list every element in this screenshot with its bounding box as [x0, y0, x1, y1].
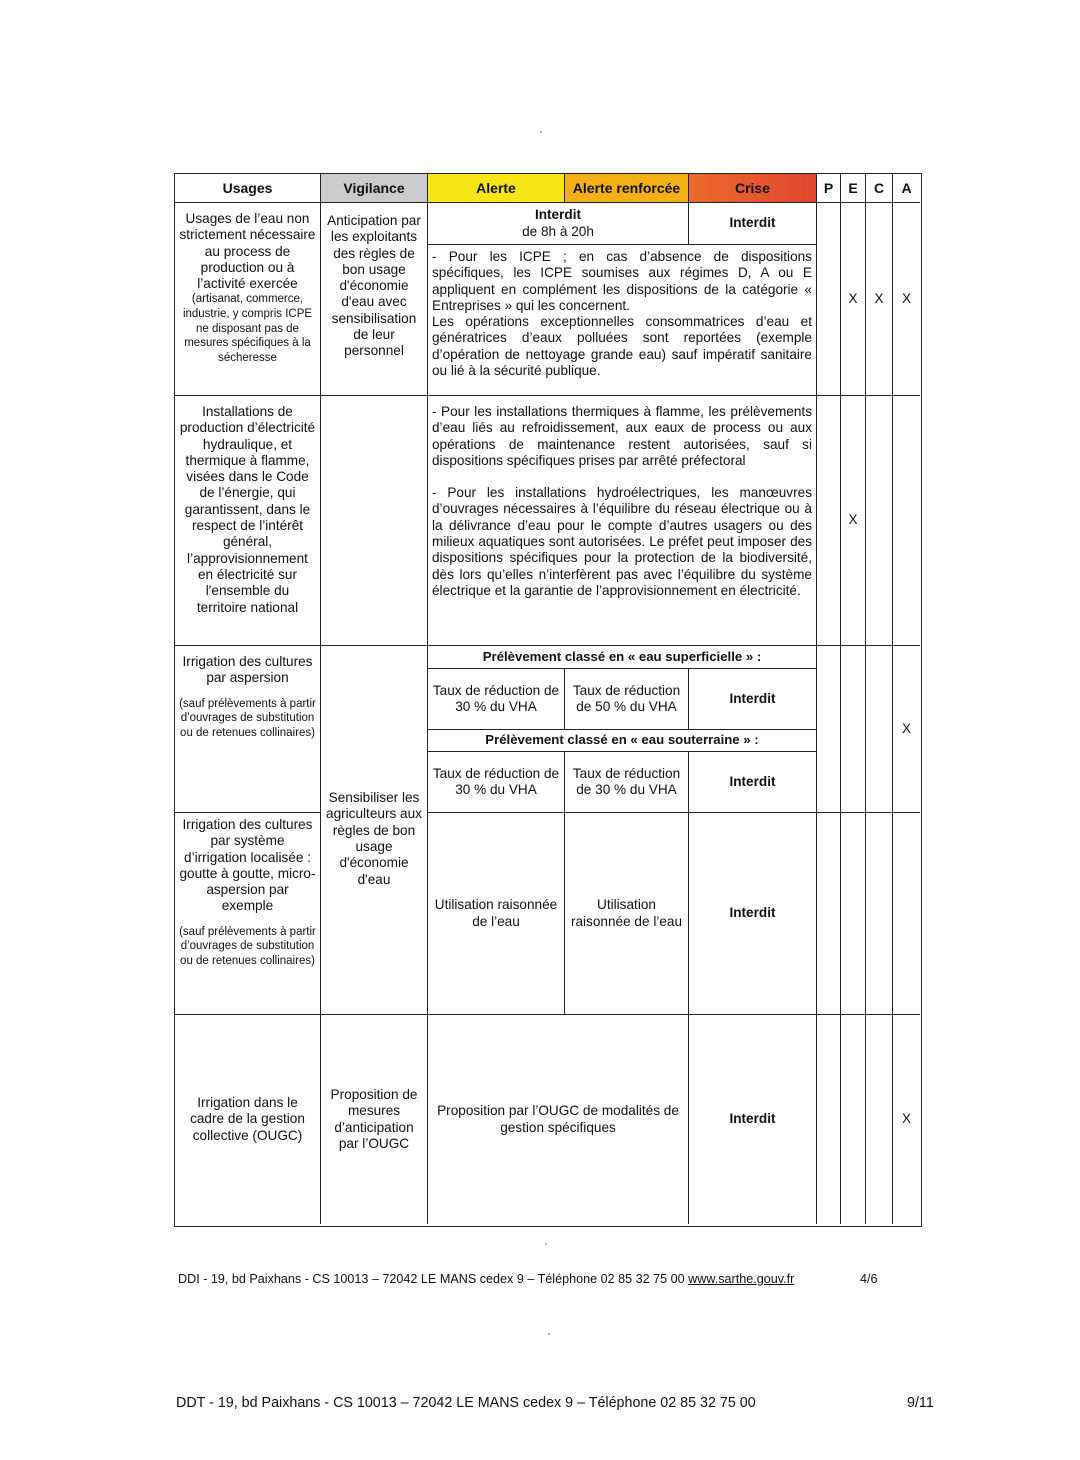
row2-a: [893, 396, 920, 646]
usage-non-necessaire: [175, 203, 321, 396]
row5-p: [817, 1015, 841, 1224]
header-alerte-renforcee: Alerte renforcée: [565, 174, 689, 203]
header-vigilance: Vigilance: [321, 174, 428, 203]
usage-label: Irrigation des cultures par aspersion: [182, 654, 313, 686]
row1-p: [817, 203, 841, 396]
operations-paragraph: Les opérations exceptionnelles consommatrices d’eau et génératrices d’eaux polluées sont reportées (exemple d’opération de nettoyage grande eau) sauf impératif sanitaire ou lié à la sécurité publique.: [432, 314, 812, 379]
prelevement-superficielle: Prélèvement classé en « eau superficielle » :: [428, 646, 817, 669]
souterraine-alerte: Taux de réduction de 30 % du VHA: [428, 752, 565, 813]
row4-c: [866, 813, 893, 1015]
row2-c: [866, 396, 893, 646]
icpe-paragraph: - Pour les ICPE ; en cas d’absence de dispositions spécifiques, les ICPE soumises aux régimes D, A ou E appliquent en complément les dispositions de la catégorie « Entreprises » qui les concernent.: [432, 249, 812, 313]
header-usages: Usages: [175, 174, 321, 203]
vigilance-ougc: Proposition de mesures d’anticipation par l’OUGC: [321, 1015, 428, 1224]
row4-e: [841, 813, 866, 1015]
row5-e: [841, 1015, 866, 1224]
interdit-hours: de 8h à 20h: [522, 223, 594, 239]
row5-c: [866, 1015, 893, 1224]
footer-website-link[interactable]: www.sarthe.gouv.fr: [688, 1272, 795, 1286]
scan-speck: [548, 1333, 550, 1335]
crise-interdit: Interdit: [689, 203, 817, 245]
thermique-paragraph: - Pour les installations thermiques à flamme, les prélèvements d’eau liés au refroidissement, aux eaux de process ou aux opérations de maintenance restent autorisées, sauf si dispositions spécifiques prises par arrêté préfectoral: [432, 404, 812, 468]
localisee-crise: Interdit: [689, 813, 817, 1015]
footer-address: [178, 1272, 794, 1286]
usage-aspersion: [175, 646, 321, 813]
alerte-interdit-horaire: [428, 203, 689, 245]
souterraine-crise: Interdit: [689, 752, 817, 813]
usage-note: (sauf prélèvements à partir d’ouvrages de substitution ou de retenues collinaires): [179, 697, 316, 739]
ougc-crise: Interdit: [689, 1015, 817, 1224]
localisee-renforcee: Utilisation raisonnée de l’eau: [565, 813, 689, 1015]
header-p: P: [817, 174, 841, 203]
row2-p: [817, 396, 841, 646]
header-e: E: [841, 174, 866, 203]
interdit-title: Interdit: [534, 207, 582, 223]
footer-address-ddt: DDT - 19, bd Paixhans - CS 10013 – 72042 LE MANS cedex 9 – Téléphone 02 85 32 75 00: [176, 1395, 756, 1411]
row1-e: X: [841, 203, 866, 396]
row3-c: [866, 646, 893, 813]
superficielle-crise: Interdit: [689, 669, 817, 730]
scan-speck: [545, 1243, 547, 1245]
header-crise: Crise: [689, 174, 817, 203]
usage-note: (artisanat, commerce, industrie, y compris ICPE ne disposant pas de mesures spécifiques à la sécheresse: [182, 293, 313, 364]
ougc-alerte: Proposition par l’OUGC de modalités de gestion spécifiques: [428, 1015, 689, 1224]
restrictions-table: [174, 173, 922, 1227]
row3-a: X: [893, 646, 920, 813]
souterraine-renforcee: Taux de réduction de 30 % du VHA: [565, 752, 689, 813]
page-number: 4/6: [860, 1272, 878, 1286]
row4-p: [817, 813, 841, 1015]
usage-electricite: Installations de production d’électricité hydraulique, et thermique à flamme, visées dans le Code de l’énergie, qui garantissent, dans le respect de l’intérêt général, l’approvisionnement en électricité sur l'ensemble du territoire national: [175, 396, 321, 646]
header-a: A: [893, 174, 920, 203]
footer-address-text: DDI - 19, bd Paixhans - CS 10013 – 72042 LE MANS cedex 9 – Téléphone 02 85 32 75 00: [178, 1272, 685, 1286]
row1-c: X: [866, 203, 893, 396]
usage-note: (sauf prélèvements à partir d’ouvrages de substitution ou de retenues collinaires): [179, 925, 316, 967]
header-alerte: Alerte: [428, 174, 565, 203]
hydro-paragraph: - Pour les installations hydroélectriques, les manœuvres d’ouvrages nécessaires à l’équilibre du réseau électrique ou à la délivrance d’eau pour le compte d’autres usagers ou des milieux aquatiques sont autorisées. Le préfet peut imposer des dispositions spécifiques pour la protection de la biodiversité, dès lors qu’elles n’interfèrent pas avec l’équilibre du système électrique et la garantie de l’approvisionnement en électricité.: [432, 485, 812, 598]
vigilance-electricite: [321, 396, 428, 646]
prelevement-souterraine: Prélèvement classé en « eau souterraine » :: [428, 730, 817, 752]
scan-speck: [540, 131, 542, 133]
localisee-alerte: Utilisation raisonnée de l’eau: [428, 813, 565, 1015]
usage-label: Irrigation des cultures par système d’irrigation localisée : goutte à goutte, micro-aspersion par exemple: [179, 817, 316, 914]
vigilance-anticipation: Anticipation par les exploitants des règles de bon usage d'économie d'eau avec sensibilisation de leur personnel: [321, 203, 428, 396]
superficielle-alerte: Taux de réduction de 30 % du VHA: [428, 669, 565, 730]
row5-a: X: [901, 1111, 912, 1127]
header-c: C: [866, 174, 893, 203]
row2-e: X: [841, 396, 866, 646]
row3-e: [841, 646, 866, 813]
vigilance-agriculteurs: Sensibiliser les agriculteurs aux règles de bon usage d'économie d'eau: [321, 646, 428, 1015]
page-number-outer: 9/11: [907, 1395, 934, 1411]
superficielle-renforcee: Taux de réduction de 50 % du VHA: [565, 669, 689, 730]
row1-a: X: [893, 203, 920, 396]
electricite-text: [428, 396, 817, 646]
icpe-text: [428, 245, 817, 396]
row3-p: [817, 646, 841, 813]
usage-label: Usages de l’eau non strictement nécessaire au process de production ou à l’activité exercée: [179, 211, 316, 292]
usage-localisee: [175, 813, 321, 1015]
usage-ougc: Irrigation dans le cadre de la gestion collective (OUGC): [175, 1015, 321, 1224]
row4-a: [893, 813, 920, 1015]
